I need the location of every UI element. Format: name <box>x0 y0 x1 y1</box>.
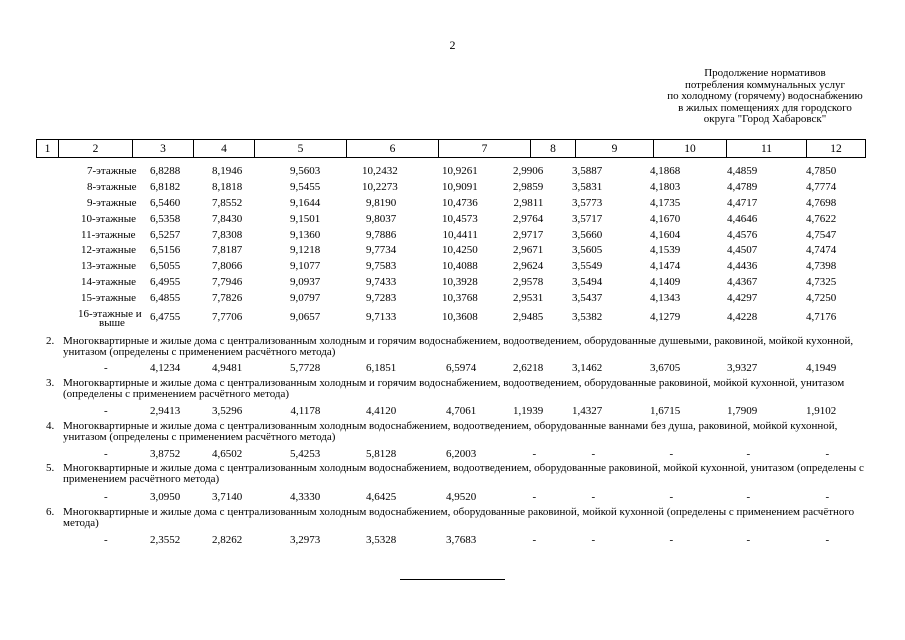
table-cell: 10,4088 <box>442 260 478 272</box>
section-text: Многоквартирные и жилые дома с централизованным холодным водоснабжением, водоотведением, оборудованные раковиной, мойкой кухонной, унитазом (определены с применением расчётного метода) <box>63 462 864 485</box>
table-cell: 10,9091 <box>442 181 478 193</box>
table-cell: 1,1939 <box>513 405 544 417</box>
table-cell: 2,9717 <box>513 229 544 241</box>
table-cell: 4,1670 <box>650 213 681 225</box>
row-label: - <box>104 362 108 374</box>
table-cell: 3,5382 <box>572 311 603 323</box>
table-cell: 2,9859 <box>513 181 544 193</box>
table-cell: 10,3928 <box>442 276 478 288</box>
table-cell: 3,7140 <box>212 491 243 503</box>
table-cell: 9,1501 <box>290 213 321 225</box>
table-cell: 2,9485 <box>513 311 544 323</box>
table-cell: 3,5773 <box>572 197 603 209</box>
table-cell: 6,2003 <box>446 448 477 460</box>
caption-line: по холодному (горячему) водоснабжению <box>667 90 863 102</box>
table-cell: 10,4573 <box>442 213 478 225</box>
table-cell: 9,7734 <box>366 244 397 256</box>
table-cell: 9,0797 <box>290 292 321 304</box>
table-cell: 10,4411 <box>442 229 478 241</box>
row-label: - <box>104 491 108 503</box>
table-cell: 10,3608 <box>442 311 478 323</box>
column-header: 11 <box>727 140 807 158</box>
table-cell: 3,5717 <box>572 213 603 225</box>
table-cell: 8,1946 <box>212 165 243 177</box>
section-number: 3. <box>46 377 55 389</box>
row-label: выше <box>99 317 125 329</box>
table-cell: 3,5437 <box>572 292 603 304</box>
column-header: 10 <box>654 140 727 158</box>
table-cell: 2,9413 <box>150 405 181 417</box>
table-cell: 4,7325 <box>806 276 837 288</box>
table-cell: - <box>591 448 596 460</box>
table-cell: 5,4253 <box>290 448 321 460</box>
table-cell: 4,7850 <box>806 165 837 177</box>
table-cell: - <box>532 534 537 546</box>
table-cell: 6,8182 <box>150 181 181 193</box>
table-cell: 3,5494 <box>572 276 603 288</box>
table-cell: 2,9671 <box>513 244 544 256</box>
table-cell: 2,9624 <box>513 260 544 272</box>
row-label: - <box>104 534 108 546</box>
table-cell: 6,1851 <box>366 362 397 374</box>
table-cell: 6,5460 <box>150 197 181 209</box>
section-text: Многоквартирные и жилые дома с централизованным холодным водоснабжением, водоотведением, оборудованные ваннами без душа, раковиной, мойкой кухонной, унитазом (определены с применением расчётного метода) <box>63 420 838 443</box>
section-number: 2. <box>46 335 55 347</box>
table-cell: 4,7622 <box>806 213 837 225</box>
column-header: 3 <box>133 140 194 158</box>
table-cell: 7,8308 <box>212 229 243 241</box>
table-cell: 1,6715 <box>650 405 681 417</box>
section-number: 6. <box>46 506 55 518</box>
table-cell: 9,7283 <box>366 292 397 304</box>
table-cell: - <box>532 448 537 460</box>
table-cell: 3,5328 <box>366 534 397 546</box>
caption-line: Продолжение нормативов <box>704 67 826 79</box>
table-cell: 9,0657 <box>290 311 321 323</box>
table-cell: - <box>669 534 674 546</box>
table-cell: 10,2432 <box>362 165 398 177</box>
row-label: 9-этажные <box>87 197 137 209</box>
footnote-divider <box>400 579 505 580</box>
table-cell: 4,9520 <box>446 491 477 503</box>
row-label: 15-этажные <box>81 292 136 304</box>
table-cell: 5,7728 <box>290 362 321 374</box>
table-cell: 4,1868 <box>650 165 681 177</box>
table-cell: 7,7946 <box>212 276 243 288</box>
table-cell: 7,8552 <box>212 197 243 209</box>
table-cell: 9,1077 <box>290 260 321 272</box>
table-cell: 4,1803 <box>650 181 681 193</box>
section-number: 5. <box>46 462 55 474</box>
table-cell: 4,4228 <box>727 311 758 323</box>
table-cell: 4,7250 <box>806 292 837 304</box>
table-cell: 4,1735 <box>650 197 681 209</box>
table-cell: 3,2973 <box>290 534 321 546</box>
row-label: 12-этажные <box>81 244 136 256</box>
row-label: 13-этажные <box>81 260 136 272</box>
table-cell: 9,7583 <box>366 260 397 272</box>
row-label: - <box>104 405 108 417</box>
table-cell: 9,7886 <box>366 229 397 241</box>
table-cell: 2,6218 <box>513 362 544 374</box>
table-cell: 2,9906 <box>513 165 544 177</box>
table-cell: 9,7433 <box>366 276 397 288</box>
table-cell: 4,4367 <box>727 276 758 288</box>
table-cell: 6,4755 <box>150 311 181 323</box>
table-cell: 2,9764 <box>513 213 544 225</box>
table-cell: - <box>746 534 751 546</box>
table-cell: 4,6425 <box>366 491 397 503</box>
table-cell: 4,4297 <box>727 292 758 304</box>
table-cell: 6,8288 <box>150 165 181 177</box>
section-text: Многоквартирные и жилые дома с централизованным холодным водоснабжением, оборудованные раковиной, мойкой кухонной (определены с применением расчётного метода) <box>63 506 855 529</box>
table-cell: 4,1539 <box>650 244 681 256</box>
table-cell: 2,8262 <box>212 534 243 546</box>
table-cell: 4,4859 <box>727 165 758 177</box>
table-cell: 7,7706 <box>212 311 243 323</box>
table-cell: - <box>532 491 537 503</box>
table-cell: 7,7826 <box>212 292 243 304</box>
table-cell: 9,5455 <box>290 181 321 193</box>
table-cell: 4,7774 <box>806 181 837 193</box>
section-text: Многоквартирные и жилые дома с централизованным холодным и горячим водоснабжением, водоотведением, оборудованные раковиной, мойкой кухонной, унитазом (определены с применением расчётного метода) <box>63 377 845 400</box>
table-cell: 2,9531 <box>513 292 544 304</box>
table-cell: 9,1644 <box>290 197 321 209</box>
row-label: 16-этажные и <box>78 308 142 320</box>
table-cell: 3,5296 <box>212 405 243 417</box>
column-header: 6 <box>347 140 439 158</box>
table-cell: - <box>669 448 674 460</box>
table-cell: - <box>825 534 830 546</box>
table-cell: 4,7547 <box>806 229 837 241</box>
table-cell: 3,5549 <box>572 260 603 272</box>
table-cell: 3,1462 <box>572 362 603 374</box>
table-cell: 4,1604 <box>650 229 681 241</box>
table-cell: 9,0937 <box>290 276 321 288</box>
table-cell: 6,5055 <box>150 260 181 272</box>
table-cell: 4,4646 <box>727 213 758 225</box>
table-cell: 10,2273 <box>362 181 398 193</box>
table-cell: 10,9261 <box>442 165 478 177</box>
table-cell: 6,4855 <box>150 292 181 304</box>
table-caption <box>618 68 905 126</box>
column-header: 5 <box>255 140 347 158</box>
table-cell: 4,6502 <box>212 448 243 460</box>
table-cell: 2,9811 <box>513 197 544 209</box>
table-cell: 2,3552 <box>150 534 181 546</box>
table-cell: 10,3768 <box>442 292 478 304</box>
table-cell: 5,8128 <box>366 448 397 460</box>
table-cell: 4,1234 <box>150 362 181 374</box>
row-label: - <box>104 448 108 460</box>
table-cell: 4,4436 <box>727 260 758 272</box>
table-cell: 10,4736 <box>442 197 478 209</box>
column-header: 7 <box>439 140 531 158</box>
table-cell: 9,8037 <box>366 213 397 225</box>
table-cell: 4,4120 <box>366 405 397 417</box>
caption-line: округа "Город Хабаровск" <box>703 113 827 125</box>
table-cell: 3,5660 <box>572 229 603 241</box>
table-cell: - <box>591 491 596 503</box>
table-cell: 6,5358 <box>150 213 181 225</box>
table-cell: 10,4250 <box>442 244 478 256</box>
table-cell: 1,9102 <box>806 405 837 417</box>
table-cell: 4,4507 <box>727 244 758 256</box>
table-cell: 9,8190 <box>366 197 397 209</box>
table-cell: 9,1218 <box>290 244 321 256</box>
table-cell: 9,1360 <box>290 229 321 241</box>
table-cell: 4,4789 <box>727 181 758 193</box>
column-header: 8 <box>531 140 576 158</box>
column-header: 1 <box>37 140 59 158</box>
table-cell: 4,1949 <box>806 362 837 374</box>
table-cell: - <box>746 448 751 460</box>
table-cell: 4,7398 <box>806 260 837 272</box>
column-header-row <box>36 139 866 158</box>
table-cell: 4,4576 <box>727 229 758 241</box>
row-label: 8-этажные <box>87 181 137 193</box>
table-cell: 3,9327 <box>727 362 758 374</box>
table-cell: - <box>825 491 830 503</box>
table-cell: 3,5605 <box>572 244 603 256</box>
table-cell: - <box>746 491 751 503</box>
table-cell: 4,1409 <box>650 276 681 288</box>
table-cell: 4,9481 <box>212 362 243 374</box>
table-cell: 1,7909 <box>727 405 758 417</box>
table-cell: 6,5257 <box>150 229 181 241</box>
table-cell: 3,5887 <box>572 165 603 177</box>
table-cell: 6,5974 <box>446 362 477 374</box>
table-cell: 3,5831 <box>572 181 603 193</box>
table-cell: 4,7176 <box>806 311 837 323</box>
section-number: 4. <box>46 420 55 432</box>
column-header: 12 <box>807 140 866 158</box>
page-number: 2 <box>449 38 456 52</box>
table-cell: - <box>591 534 596 546</box>
table-cell: 7,8430 <box>212 213 243 225</box>
row-label: 7-этажные <box>87 165 137 177</box>
table-cell: 4,7698 <box>806 197 837 209</box>
table-cell: 4,1343 <box>650 292 681 304</box>
table-cell: 9,7133 <box>366 311 397 323</box>
table-cell: 3,7683 <box>446 534 477 546</box>
table-cell: 4,1474 <box>650 260 681 272</box>
row-label: 14-этажные <box>81 276 136 288</box>
table-cell: 2,9578 <box>513 276 544 288</box>
row-label: 10-этажные <box>81 213 136 225</box>
table-cell: - <box>825 448 830 460</box>
caption-line: в жилых помещениях для городского <box>678 101 852 114</box>
column-header: 2 <box>59 140 133 158</box>
table-cell: 8,1818 <box>212 181 243 193</box>
table-cell: 9,5603 <box>290 165 321 177</box>
section-text: Многоквартирные и жилые дома с централизованным холодным и горячим водоснабжением, водоотведением, оборудованные душевыми, раковиной, мойкой кухонной, унитазом (определены с применением расчётного метода) <box>63 335 854 358</box>
row-label: 11-этажные <box>81 229 136 241</box>
table-cell: 7,8187 <box>212 244 243 256</box>
table-cell: 4,1178 <box>290 405 321 417</box>
table-cell: 4,7061 <box>446 405 477 417</box>
caption-line: потребления коммунальных услуг <box>684 78 846 91</box>
table-cell: 6,5156 <box>150 244 181 256</box>
table-cell: 1,4327 <box>572 405 603 417</box>
table-cell: 4,4717 <box>727 197 758 209</box>
table-cell: 4,3330 <box>290 491 321 503</box>
column-header: 9 <box>576 140 654 158</box>
table-cell: 4,1279 <box>650 311 681 323</box>
table-cell: 3,8752 <box>150 448 181 460</box>
table-cell: 6,4955 <box>150 276 181 288</box>
table-cell: 3,6705 <box>650 362 681 374</box>
table-cell: 3,0950 <box>150 491 181 503</box>
table-cell: 4,7474 <box>806 244 837 256</box>
column-header: 4 <box>194 140 255 158</box>
table-cell: 7,8066 <box>212 260 243 272</box>
table-cell: - <box>669 491 674 503</box>
